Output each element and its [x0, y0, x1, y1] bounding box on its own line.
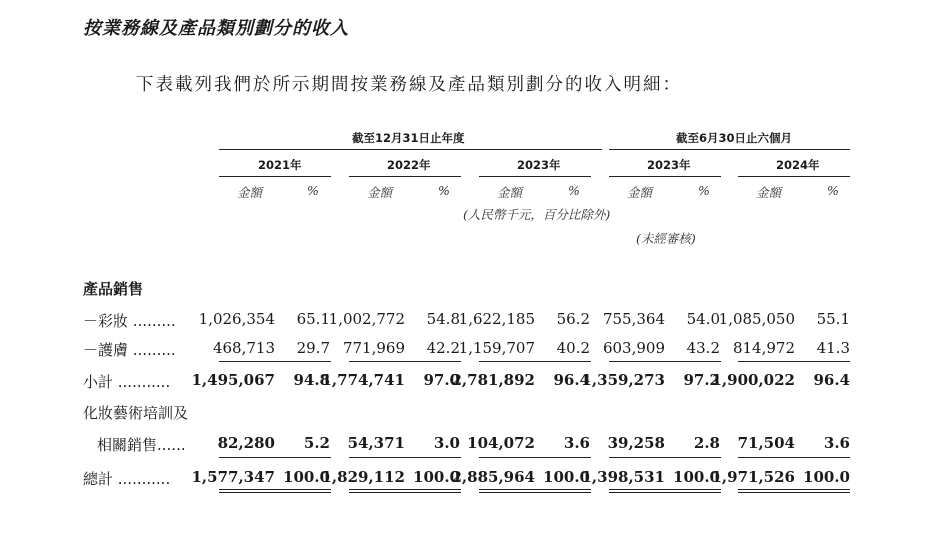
- cell-makeup-2023i-amount: 755,364: [602, 310, 665, 328]
- year-rule-2023-interim: [609, 176, 721, 177]
- row-label-subtotal: 小計 ...........: [83, 373, 171, 391]
- cell-skincare-2022-pct: 42.2: [426, 339, 460, 357]
- rule-total-2024i: [738, 457, 850, 458]
- cell-subtotal-2022-amount: 1,774,741: [321, 371, 405, 389]
- rule-subtotal-2023: [479, 361, 591, 362]
- col-pct-2023-interim: %: [698, 183, 710, 198]
- intro-text: 下表載列我們於所示期間按業務線及產品類別劃分的收入明細：: [136, 75, 682, 95]
- rule-dbl-2024i: [738, 489, 850, 493]
- row-label-training-line2: 相關銷售......: [97, 436, 186, 454]
- year-rule-2021: [219, 176, 331, 177]
- year-header-2021: 2021年: [258, 158, 302, 172]
- cell-total-2024i-pct: 100.0: [803, 468, 850, 486]
- cell-total-2021-pct: 100.0: [283, 468, 330, 486]
- cell-total-2023i-pct: 100.0: [673, 468, 720, 486]
- cell-subtotal-2023i-amount: 1,359,273: [581, 371, 665, 389]
- cell-subtotal-2024i-pct: 96.4: [813, 371, 850, 389]
- rule-subtotal-2024i: [738, 361, 850, 362]
- year-rule-2022: [349, 176, 461, 177]
- rule-dbl-2023: [479, 489, 591, 493]
- year-header-2023-interim: 2023年: [647, 158, 691, 172]
- cell-training-2022-pct: 3.0: [433, 434, 460, 452]
- rule-total-2023i: [609, 457, 721, 458]
- cell-total-2022-pct: 100.0: [413, 468, 460, 486]
- cell-total-2023-amount: 2,885,964: [451, 468, 535, 486]
- section-title: 按業務線及產品類別劃分的收入: [83, 18, 349, 39]
- rule-total-2023: [479, 457, 591, 458]
- cell-skincare-2023-amount: 1,159,707: [458, 339, 535, 357]
- group-header-interim: 截至6月30日止六個月: [676, 131, 793, 145]
- cell-total-2021-amount: 1,577,347: [191, 468, 275, 486]
- col-amount-2024-interim: 金額: [756, 185, 782, 200]
- col-amount-2023: 金額: [497, 185, 523, 200]
- col-amount-2021: 金額: [237, 185, 263, 200]
- group-rule-annual: [219, 149, 602, 150]
- rule-dbl-2021: [219, 489, 331, 493]
- year-rule-2024-interim: [738, 176, 850, 177]
- cell-subtotal-2023i-pct: 97.2: [683, 371, 720, 389]
- col-pct-2022: %: [438, 183, 450, 198]
- rule-dbl-2022: [349, 489, 461, 493]
- cell-skincare-2023i-amount: 603,909: [602, 339, 665, 357]
- row-label-total: 總計 ...........: [83, 470, 171, 488]
- unit-note: (人民幣千元，百分比除外): [463, 207, 611, 222]
- row-label-product-sales: 產品銷售: [83, 280, 144, 298]
- col-amount-2022: 金額: [367, 185, 393, 200]
- cell-total-2024i-amount: 1,971,526: [711, 468, 795, 486]
- cell-training-2021-pct: 5.2: [303, 434, 330, 452]
- row-label-training-line1: 化妝藝術培訓及: [83, 404, 189, 422]
- cell-makeup-2022-pct: 54.8: [426, 310, 460, 328]
- cell-skincare-2021-amount: 468,713: [212, 339, 275, 357]
- cell-total-2023i-amount: 1,398,531: [581, 468, 665, 486]
- cell-subtotal-2023-amount: 2,781,892: [451, 371, 535, 389]
- cell-makeup-2021-amount: 1,026,354: [198, 310, 275, 328]
- cell-makeup-2023i-pct: 54.0: [686, 310, 720, 328]
- cell-skincare-2023-pct: 40.2: [556, 339, 590, 357]
- cell-training-2021-amount: 82,280: [217, 434, 275, 452]
- cell-subtotal-2024i-amount: 1,900,022: [711, 371, 795, 389]
- year-header-2024-interim: 2024年: [776, 158, 820, 172]
- unaudited-note: (未經審核): [636, 231, 696, 246]
- cell-subtotal-2022-pct: 97.0: [423, 371, 460, 389]
- cell-makeup-2024i-pct: 55.1: [816, 310, 850, 328]
- cell-training-2023-pct: 3.6: [563, 434, 590, 452]
- rule-subtotal-2021: [219, 361, 331, 362]
- row-label-makeup: －彩妝 .........: [83, 312, 176, 330]
- col-amount-2023-interim: 金額: [627, 185, 653, 200]
- rule-subtotal-2022: [349, 361, 461, 362]
- col-pct-2021: %: [307, 183, 319, 198]
- year-rule-2023: [479, 176, 591, 177]
- cell-training-2023i-pct: 2.8: [693, 434, 720, 452]
- rule-dbl-2023i: [609, 489, 721, 493]
- cell-skincare-2024i-amount: 814,972: [732, 339, 795, 357]
- cell-makeup-2022-amount: 1,002,772: [328, 310, 405, 328]
- rule-total-2021: [219, 457, 331, 458]
- cell-makeup-2024i-amount: 1,085,050: [718, 310, 795, 328]
- cell-skincare-2022-amount: 771,969: [342, 339, 405, 357]
- year-header-2022: 2022年: [387, 158, 431, 172]
- cell-makeup-2023-pct: 56.2: [556, 310, 590, 328]
- cell-makeup-2021-pct: 65.1: [296, 310, 330, 328]
- rule-subtotal-2023i: [609, 361, 721, 362]
- cell-subtotal-2023-pct: 96.4: [553, 371, 590, 389]
- cell-skincare-2021-pct: 29.7: [296, 339, 330, 357]
- cell-training-2024i-pct: 3.6: [823, 434, 850, 452]
- cell-total-2023-pct: 100.0: [543, 468, 590, 486]
- col-pct-2023: %: [568, 183, 580, 198]
- group-header-annual: 截至12月31日止年度: [352, 131, 465, 145]
- cell-skincare-2023i-pct: 43.2: [686, 339, 720, 357]
- cell-subtotal-2021-amount: 1,495,067: [191, 371, 275, 389]
- row-label-skincare: －護膚 .........: [83, 341, 176, 359]
- cell-skincare-2024i-pct: 41.3: [816, 339, 850, 357]
- cell-training-2023i-amount: 39,258: [607, 434, 665, 452]
- cell-subtotal-2021-pct: 94.8: [293, 371, 330, 389]
- cell-makeup-2023-amount: 1,622,185: [458, 310, 535, 328]
- cell-training-2023-amount: 104,072: [467, 434, 535, 452]
- group-rule-interim: [609, 149, 850, 150]
- year-header-2023: 2023年: [517, 158, 561, 172]
- rule-total-2022: [349, 457, 461, 458]
- col-pct-2024-interim: %: [827, 183, 839, 198]
- cell-training-2022-amount: 54,371: [347, 434, 405, 452]
- cell-total-2022-amount: 1,829,112: [321, 468, 405, 486]
- cell-training-2024i-amount: 71,504: [737, 434, 795, 452]
